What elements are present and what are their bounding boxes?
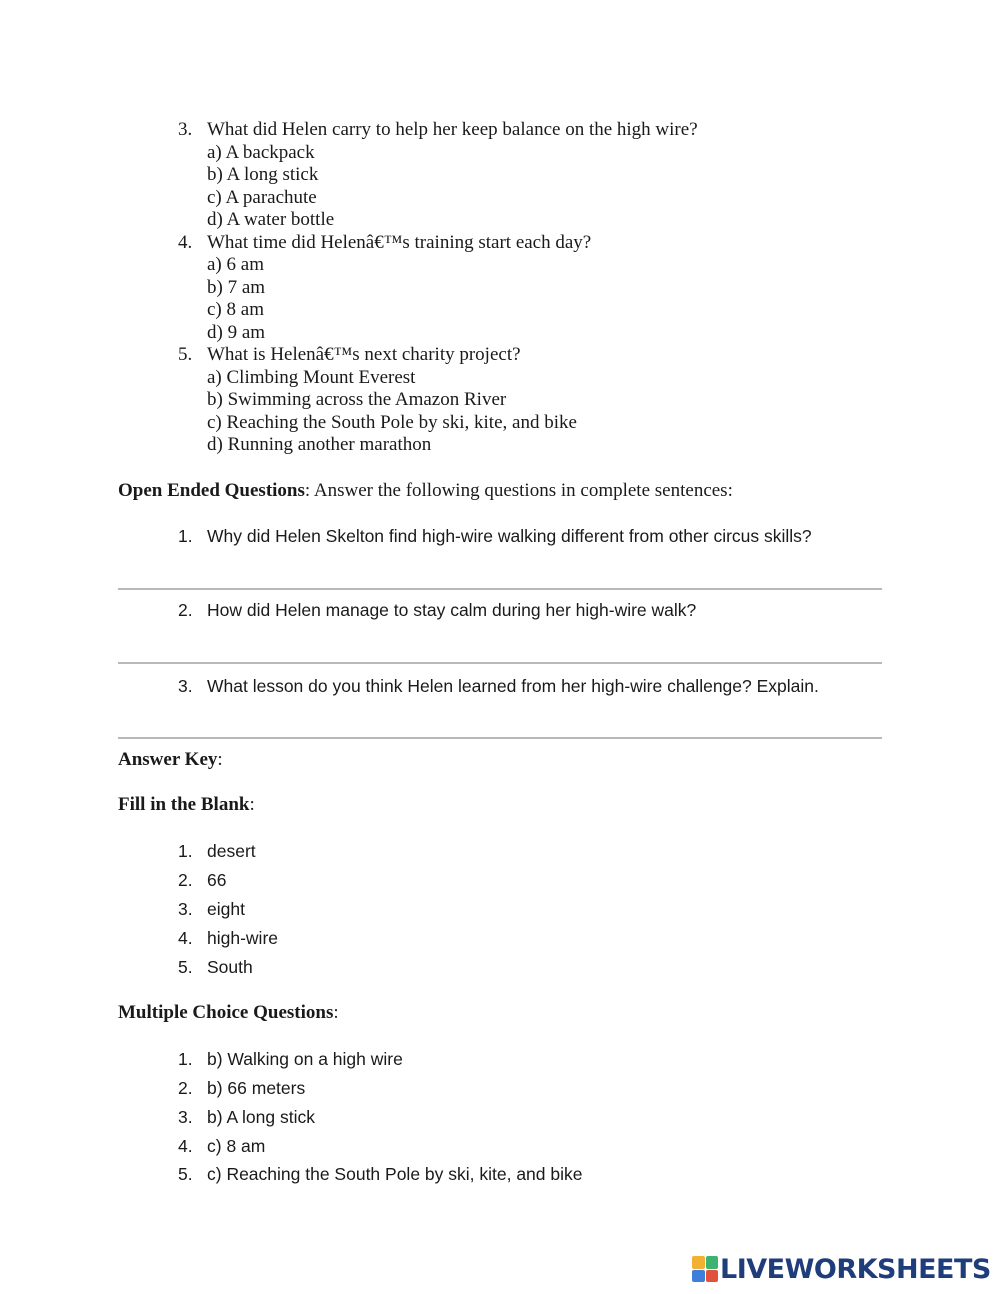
answer-key-heading — [118, 749, 223, 771]
question-number: 1. — [178, 526, 193, 546]
heading-colon: : — [249, 794, 255, 815]
question-number: 4. — [178, 232, 193, 253]
answer-item: desert — [207, 841, 256, 861]
answer-number: 1. — [178, 1049, 193, 1069]
mc-question: What is Helenâ€™s next charity project? — [207, 344, 521, 365]
heading-colon: : — [217, 749, 223, 770]
question-number: 5. — [178, 344, 193, 365]
mc-option: d) 9 am — [207, 322, 266, 343]
fill-blank-heading — [118, 794, 255, 816]
mc-option: c) Reaching the South Pole by ski, kite, and bike — [207, 412, 577, 433]
open-question: How did Helen manage to stay calm during her high-wire walk? — [207, 600, 697, 620]
answer-line[interactable] — [118, 662, 882, 664]
answer-item: c) Reaching the South Pole by ski, kite, and bike — [207, 1164, 583, 1184]
answer-number: 4. — [178, 1136, 193, 1156]
section-heading: Fill in the Blank — [118, 794, 250, 815]
open-question: Why did Helen Skelton find high-wire walking different from other circus skills? — [207, 526, 812, 546]
answer-number: 4. — [178, 928, 193, 948]
section-heading: Multiple Choice Questions — [118, 1002, 334, 1023]
heading-colon: : — [333, 1002, 339, 1023]
mc-option: b) 7 am — [207, 277, 266, 298]
answer-line[interactable] — [118, 588, 882, 590]
answer-number: 5. — [178, 1164, 193, 1184]
section-heading: Open Ended Questions — [118, 480, 305, 501]
mc-answers-heading — [118, 1002, 339, 1024]
answer-item: South — [207, 957, 253, 977]
mc-question: What time did Helenâ€™s training start each day? — [207, 232, 592, 253]
answer-item: b) 66 meters — [207, 1078, 306, 1098]
mc-option: d) A water bottle — [207, 209, 335, 230]
question-number: 3. — [178, 119, 193, 140]
answer-item: eight — [207, 899, 245, 919]
mc-option: a) 6 am — [207, 254, 264, 275]
mc-option: b) Swimming across the Amazon River — [207, 389, 507, 410]
answer-number: 3. — [178, 1107, 193, 1127]
answer-number: 2. — [178, 1078, 193, 1098]
liveworksheets-logo[interactable] — [692, 1253, 991, 1285]
question-number: 2. — [178, 600, 193, 620]
mc-question: What did Helen carry to help her keep balance on the high wire? — [207, 119, 698, 140]
answer-number: 3. — [178, 899, 193, 919]
answer-number: 5. — [178, 957, 193, 977]
open-ended-heading — [118, 480, 733, 502]
answer-item: 66 — [207, 870, 227, 890]
mc-option: a) A backpack — [207, 142, 315, 163]
answer-item: b) Walking on a high wire — [207, 1049, 403, 1069]
logo-text: LIVEWORKSHEETS — [720, 1253, 991, 1285]
mc-option: a) Climbing Mount Everest — [207, 367, 416, 388]
logo-grid-icon — [692, 1256, 718, 1282]
answer-number: 2. — [178, 870, 193, 890]
answer-number: 1. — [178, 841, 193, 861]
section-instruction: : Answer the following questions in complete sentences: — [304, 480, 733, 501]
answer-item: high-wire — [207, 928, 278, 948]
mc-option: b) A long stick — [207, 164, 319, 185]
answer-line[interactable] — [118, 737, 882, 739]
open-question: What lesson do you think Helen learned from her high-wire challenge? Explain. — [207, 676, 819, 696]
question-number: 3. — [178, 676, 193, 696]
mc-option: c) A parachute — [207, 187, 317, 208]
section-heading: Answer Key — [118, 749, 218, 770]
mc-option: d) Running another marathon — [207, 434, 432, 455]
answer-item: b) A long stick — [207, 1107, 315, 1127]
answer-item: c) 8 am — [207, 1136, 266, 1156]
mc-option: c) 8 am — [207, 299, 264, 320]
